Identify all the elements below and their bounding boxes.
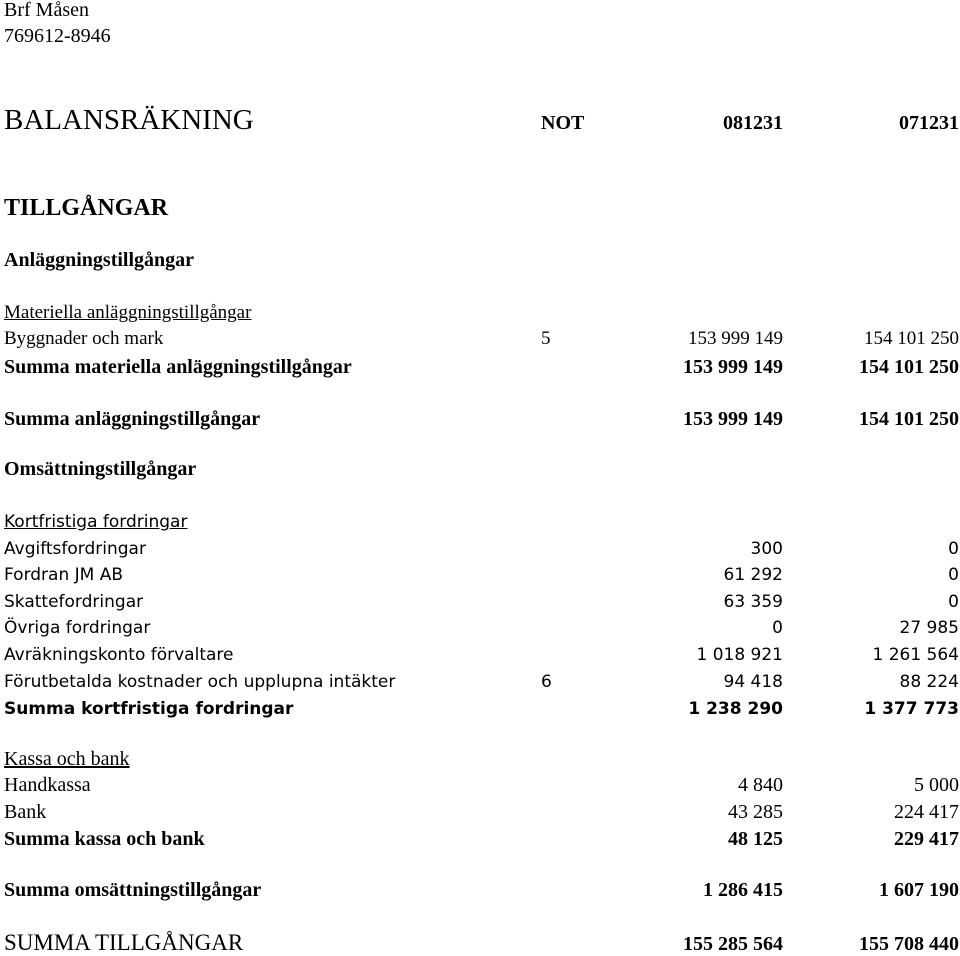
row-label: Avgiftsfordringar [4, 539, 146, 559]
row-label: Övriga fordringar [4, 618, 151, 638]
row-value-2008: 153 999 149 [688, 328, 783, 349]
total-label: SUMMA TILLGÅNGAR [4, 930, 244, 955]
heading-kortfristiga: Kortfristiga fordringar [4, 512, 188, 532]
row-value-2008: 61 292 [723, 565, 783, 585]
row-label: Byggnader och mark [4, 328, 164, 349]
row-label: Fordran JM AB [4, 565, 124, 585]
row-note: 6 [541, 672, 552, 692]
sum-label: Summa kortfristiga fordringar [4, 699, 294, 719]
row-note: 5 [541, 328, 551, 349]
sum-value-2007: 154 101 250 [859, 408, 959, 430]
row-label: Förutbetalda kostnader och upplupna intäkter [4, 672, 396, 692]
note-column-header: NOT [541, 112, 585, 134]
column-header-2008: 081231 [723, 112, 783, 134]
row-value-2008: 94 418 [723, 672, 783, 692]
sum-value-2008: 153 999 149 [683, 356, 783, 378]
row-label: Avräkningskonto förvaltare [4, 645, 234, 665]
row-value-2007: 1 261 564 [872, 645, 959, 665]
row-value-2007: 88 224 [899, 672, 959, 692]
sum-value-2007: 229 417 [894, 828, 959, 850]
row-value-2007: 0 [948, 539, 959, 559]
row-value-2007: 154 101 250 [864, 328, 959, 349]
row-value-2007: 5 000 [914, 774, 959, 796]
column-header-2007: 071231 [899, 112, 959, 134]
page-title: BALANSRÄKNING [4, 104, 254, 136]
total-value-2007: 155 708 440 [859, 933, 959, 955]
row-label: Handkassa [4, 774, 91, 796]
sum-value-2007: 154 101 250 [859, 356, 959, 378]
row-value-2007: 224 417 [894, 801, 959, 823]
total-value-2008: 155 285 564 [683, 933, 783, 955]
heading-kassa-och-bank: Kassa och bank [4, 748, 130, 770]
section-heading-tillgangar: TILLGÅNGAR [4, 195, 169, 221]
sum-label: Summa materiella anläggningstillgångar [4, 356, 352, 378]
sum-label: Summa anläggningstillgångar [4, 408, 261, 430]
heading-anlaggningstillgangar: Anläggningstillgångar [4, 249, 195, 271]
row-value-2008: 4 840 [738, 774, 783, 796]
sum-value-2008: 1 286 415 [703, 879, 783, 901]
row-value-2008: 0 [772, 618, 783, 638]
sum-value-2007: 1 607 190 [879, 879, 959, 901]
sum-value-2008: 1 238 290 [688, 699, 783, 719]
row-value-2007: 0 [948, 592, 959, 612]
heading-materiella: Materiella anläggningstillgångar [4, 302, 252, 323]
row-value-2007: 0 [948, 565, 959, 585]
row-value-2008: 300 [750, 539, 783, 559]
row-value-2008: 1 018 921 [696, 645, 783, 665]
sum-value-2008: 153 999 149 [683, 408, 783, 430]
row-value-2008: 43 285 [728, 801, 783, 823]
org-number: 769612-8946 [4, 25, 111, 47]
sum-value-2008: 48 125 [728, 828, 783, 850]
row-value-2007: 27 985 [899, 618, 959, 638]
sum-value-2007: 1 377 773 [864, 699, 959, 719]
sum-label: Summa kassa och bank [4, 828, 205, 850]
company-name: Brf Måsen [4, 0, 89, 21]
heading-omsattningstillgangar: Omsättningstillgångar [4, 458, 197, 480]
row-label: Bank [4, 801, 47, 823]
row-label: Skattefordringar [4, 592, 144, 612]
sum-label: Summa omsättningstillgångar [4, 879, 262, 901]
row-value-2008: 63 359 [723, 592, 783, 612]
